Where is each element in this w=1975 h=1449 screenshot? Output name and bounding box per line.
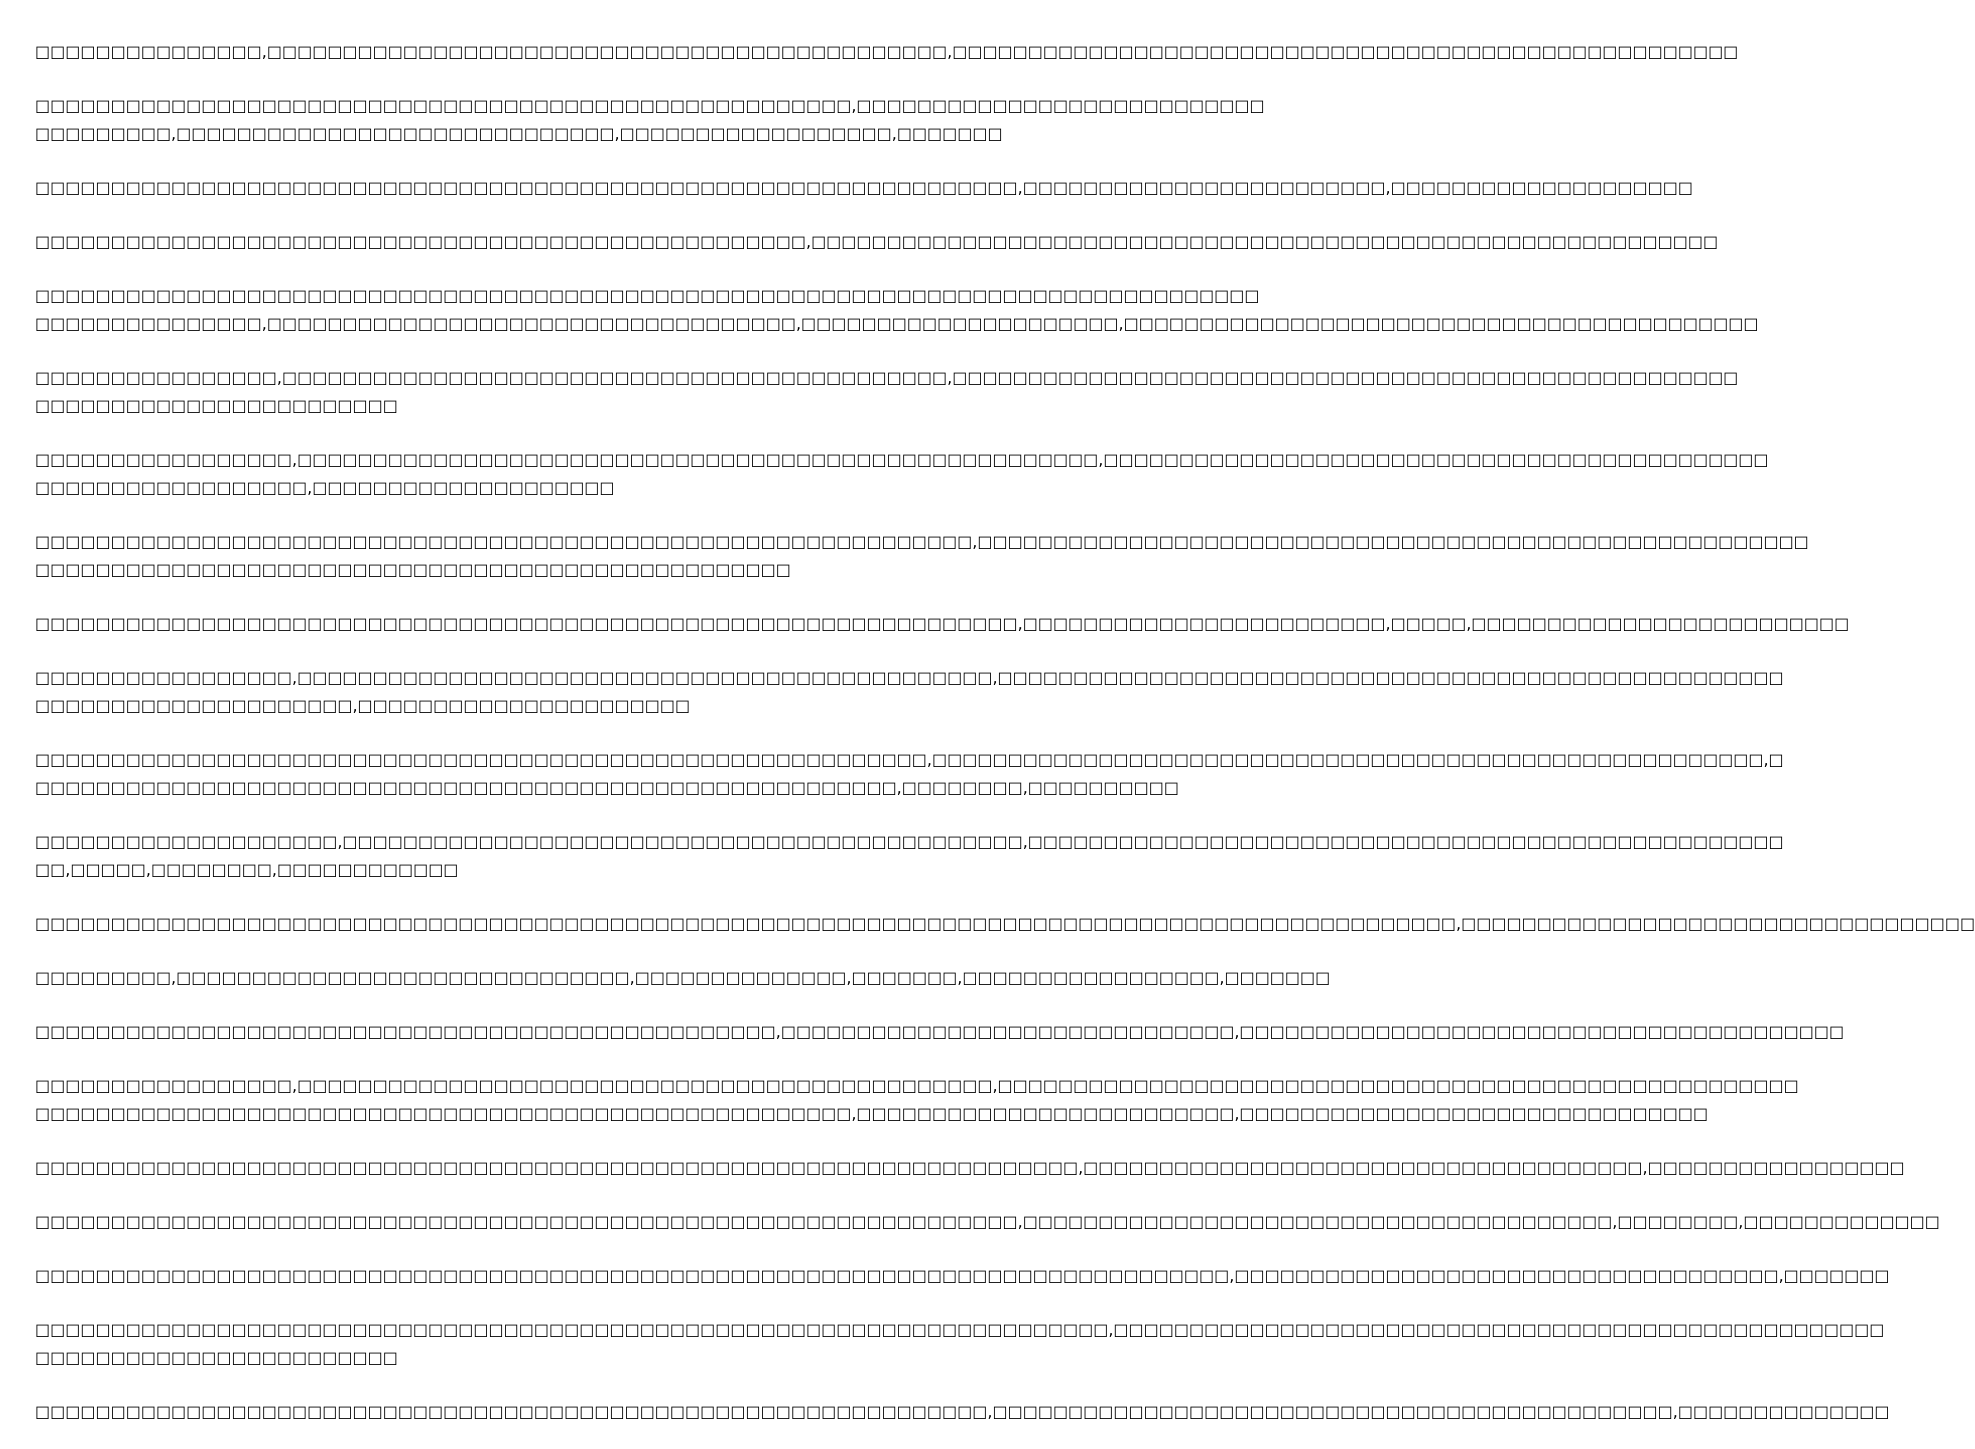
paragraph-14: □□□□□□□□□,□□□□□□□□□□□□□□□□□□□□□□□□□□□□□□,□□□□□□□□□□□□□□,□□□□□□□,□□□□□□□□□□□□□□□□□,□□□□□□□ — [35, 968, 1331, 987]
paragraph-15: □□□□□□□□□□□□□□□□□□□□□□□□□□□□□□□□□□□□□□□□□□□□□□□□□,□□□□□□□□□□□□□□□□□□□□□□□□□□□□□□,□□□□□□□□□□□□□□□□□□□□□□□□□□□□□□□□□□□□□□□□ — [35, 1022, 1845, 1041]
paragraph-3: □□□□□□□□□□□□□□□□□□□□□□□□□□□□□□□□□□□□□□□□□□□□□□□□□□□□□□□□□□□□□□□□□,□□□□□□□□□□□□□□□□□□□□□□□□,□□□□□□□□□□□□□□□□□□□□ — [35, 178, 1693, 197]
paragraph-1: □□□□□□□□□□□□□□□,□□□□□□□□□□□□□□□□□□□□□□□□□□□□□□□□□□□□□□□□□□□□□,□□□□□□□□□□□□□□□□□□□□□□□□□□□□□□□□□□□□□□□□□□□□□□□□□□□□ — [35, 42, 1739, 61]
paragraph-19: □□□□□□□□□□□□□□□□□□□□□□□□□□□□□□□□□□□□□□□□□□□□□□□□□□□□□□□□□□□□□□□□□□□□□□□□□□□□□□□,□□□□□□□□□□□□□□□□□□□□□□□□□□□□□□□□□□□□,□□□□□□□ — [35, 1266, 1890, 1285]
paragraph-6: □□□□□□□□□□□□□□□□,□□□□□□□□□□□□□□□□□□□□□□□□□□□□□□□□□□□□□□□□□□□□,□□□□□□□□□□□□□□□□□□□□□□□□□□□□□□□□□□□□□□□□□□□□□□□□□□□□ □□□□□□□□□□□□□□□□□□□□□□□□ — [35, 368, 1739, 415]
paragraph-21: □□□□□□□□□□□□□□□□□□□□□□□□□□□□□□□□□□□□□□□□□□□□□□□□□□□□□□□□□□□□□□□,□□□□□□□□□□□□□□□□□□□□□□□□□□□□□□□□□□□□□□□□□□□□□,□□□□□□□□□□□□□□ — [35, 1402, 1890, 1421]
paragraph-18: □□□□□□□□□□□□□□□□□□□□□□□□□□□□□□□□□□□□□□□□□□□□□□□□□□□□□□□□□□□□□□□□□,□□□□□□□□□□□□□□□□□□□□□□□□□□□□□□□□□□□□□□□,□□□□□□□□,□□□□□□□□□□□□□ — [35, 1212, 1940, 1231]
paragraph-11: □□□□□□□□□□□□□□□□□□□□□□□□□□□□□□□□□□□□□□□□□□□□□□□□□□□□□□□□□□□,□□□□□□□□□□□□□□□□□□□□□□□□□□□□□□□□□□□□□□□□□□□□□□□□□□□□□□□,□ □□□□□□□□□□□□□□□□□□□□□□□□□□□□□□□□□□□□□□□□□□□□□□□□□□□□□□□□□,□□□□□□□□,□□□□□□□□□□ — [35, 750, 1784, 797]
paragraph-8: □□□□□□□□□□□□□□□□□□□□□□□□□□□□□□□□□□□□□□□□□□□□□□□□□□□□□□□□□□□□□□,□□□□□□□□□□□□□□□□□□□□□□□□□□□□□□□□□□□□□□□□□□□□□□□□□□□□□□□ □□□□□□□□□□□□□□□□□□□□□□□□□□□□□□□□□□□□□□□□□□□□□□□□□□ — [35, 532, 1809, 579]
paragraph-7: □□□□□□□□□□□□□□□□□,□□□□□□□□□□□□□□□□□□□□□□□□□□□□□□□□□□□□□□□□□□□□□□□□□□□□□,□□□□□□□□□□□□□□□□□□□□□□□□□□□□□□□□□□□□□□□□□□□□ □□□□□□□□□□□□□□□□□□,□□□□□□□□□□□□□□□□□□□□ — [35, 450, 1769, 497]
paragraph-4: □□□□□□□□□□□□□□□□□□□□□□□□□□□□□□□□□□□□□□□□□□□□□□□□□□□,□□□□□□□□□□□□□□□□□□□□□□□□□□□□□□□□□□□□□□□□□□□□□□□□□□□□□□□□□□□□ — [35, 232, 1719, 251]
paragraph-20: □□□□□□□□□□□□□□□□□□□□□□□□□□□□□□□□□□□□□□□□□□□□□□□□□□□□□□□□□□□□□□□□□□□□□□□,□□□□□□□□□□□□□□□□□□□□□□□□□□□□□□□□□□□□□□□□□□□□□□□□□□□ □□□□□□□□□□□□□□□□□□□□□□□□ — [35, 1320, 1885, 1367]
paragraph-9: □□□□□□□□□□□□□□□□□□□□□□□□□□□□□□□□□□□□□□□□□□□□□□□□□□□□□□□□□□□□□□□□□,□□□□□□□□□□□□□□□□□□□□□□□□,□□□□□,□□□□□□□□□□□□□□□□□□□□□□□□□ — [35, 614, 1850, 633]
paragraph-12: □□□□□□□□□□□□□□□□□□□□,□□□□□□□□□□□□□□□□□□□□□□□□□□□□□□□□□□□□□□□□□□□□□,□□□□□□□□□□□□□□□□□□□□□□□□□□□□□□□□□□□□□□□□□□□□□□□□□□ □□,□□□□□,□□□□□□□□,□□□□□□□□□□□□ — [35, 832, 1784, 879]
paragraph-10: □□□□□□□□□□□□□□□□□,□□□□□□□□□□□□□□□□□□□□□□□□□□□□□□□□□□□□□□□□□□□□□□,□□□□□□□□□□□□□□□□□□□□□□□□□□□□□□□□□□□□□□□□□□□□□□□□□□□□ □□□□□□□□□□□□□□□□□□□□□,□□□□□□□□□□□□□□□□□□□□□□ — [35, 668, 1784, 715]
paragraph-13: □□□□□□□□□□□□□□□□□□□□□□□□□□□□□□□□□□□□□□□□□□□□□□□□□□□□□□□□□□□□□□□□□□□□□□□□□□□□□□□□□□□□□□□□□□□□□□,□□□□□□□□□□□□□□□□□□□□□□□□□□□□□□□□□□ — [35, 914, 1975, 933]
paragraph-5: □□□□□□□□□□□□□□□□□□□□□□□□□□□□□□□□□□□□□□□□□□□□□□□□□□□□□□□□□□□□□□□□□□□□□□□□□□□□□□□□□ □□□□□□□□□□□□□□□,□□□□□□□□□□□□□□□□□□□□□□□□□□□□□□□□□□□,□□□□□□□□□□□□□□□□□□□□□,□□□□□□□□□□□□□□□□□□□□□□□□□□□□□□□□□□□□□□□□□□ — [35, 286, 1759, 333]
paragraph-16: □□□□□□□□□□□□□□□□□,□□□□□□□□□□□□□□□□□□□□□□□□□□□□□□□□□□□□□□□□□□□□□□,□□□□□□□□□□□□□□□□□□□□□□□□□□□□□□□□□□□□□□□□□□□□□□□□□□□□□ □□□□□□□□□□□□□□□□□□□□□□□□□□□□□□□□□□□□□□□□□□□□□□□□□□□□□□,□□□□□□□□□□□□□□□□□□□□□□□□□,□□□□□□□□□□□□□□□□□□□□□□□□□□□□□□□ — [35, 1076, 1799, 1123]
paragraph-2: □□□□□□□□□□□□□□□□□□□□□□□□□□□□□□□□□□□□□□□□□□□□□□□□□□□□□□,□□□□□□□□□□□□□□□□□□□□□□□□□□□ □□□□□□□□□,□□□□□□□□□□□□□□□□□□□□□□□□□□□□□,□□□□□□□□□□□□□□□□□□,□□□□□□□ — [35, 96, 1265, 143]
document-body — [35, 38, 1975, 1438]
paragraph-17: □□□□□□□□□□□□□□□□□□□□□□□□□□□□□□□□□□□□□□□□□□□□□□□□□□□□□□□□□□□□□□□□□□□□□,□□□□□□□□□□□□□□□□□□□□□□□□□□□□□□□□□□□□□,□□□□□□□□□□□□□□□□□ — [35, 1158, 1905, 1177]
